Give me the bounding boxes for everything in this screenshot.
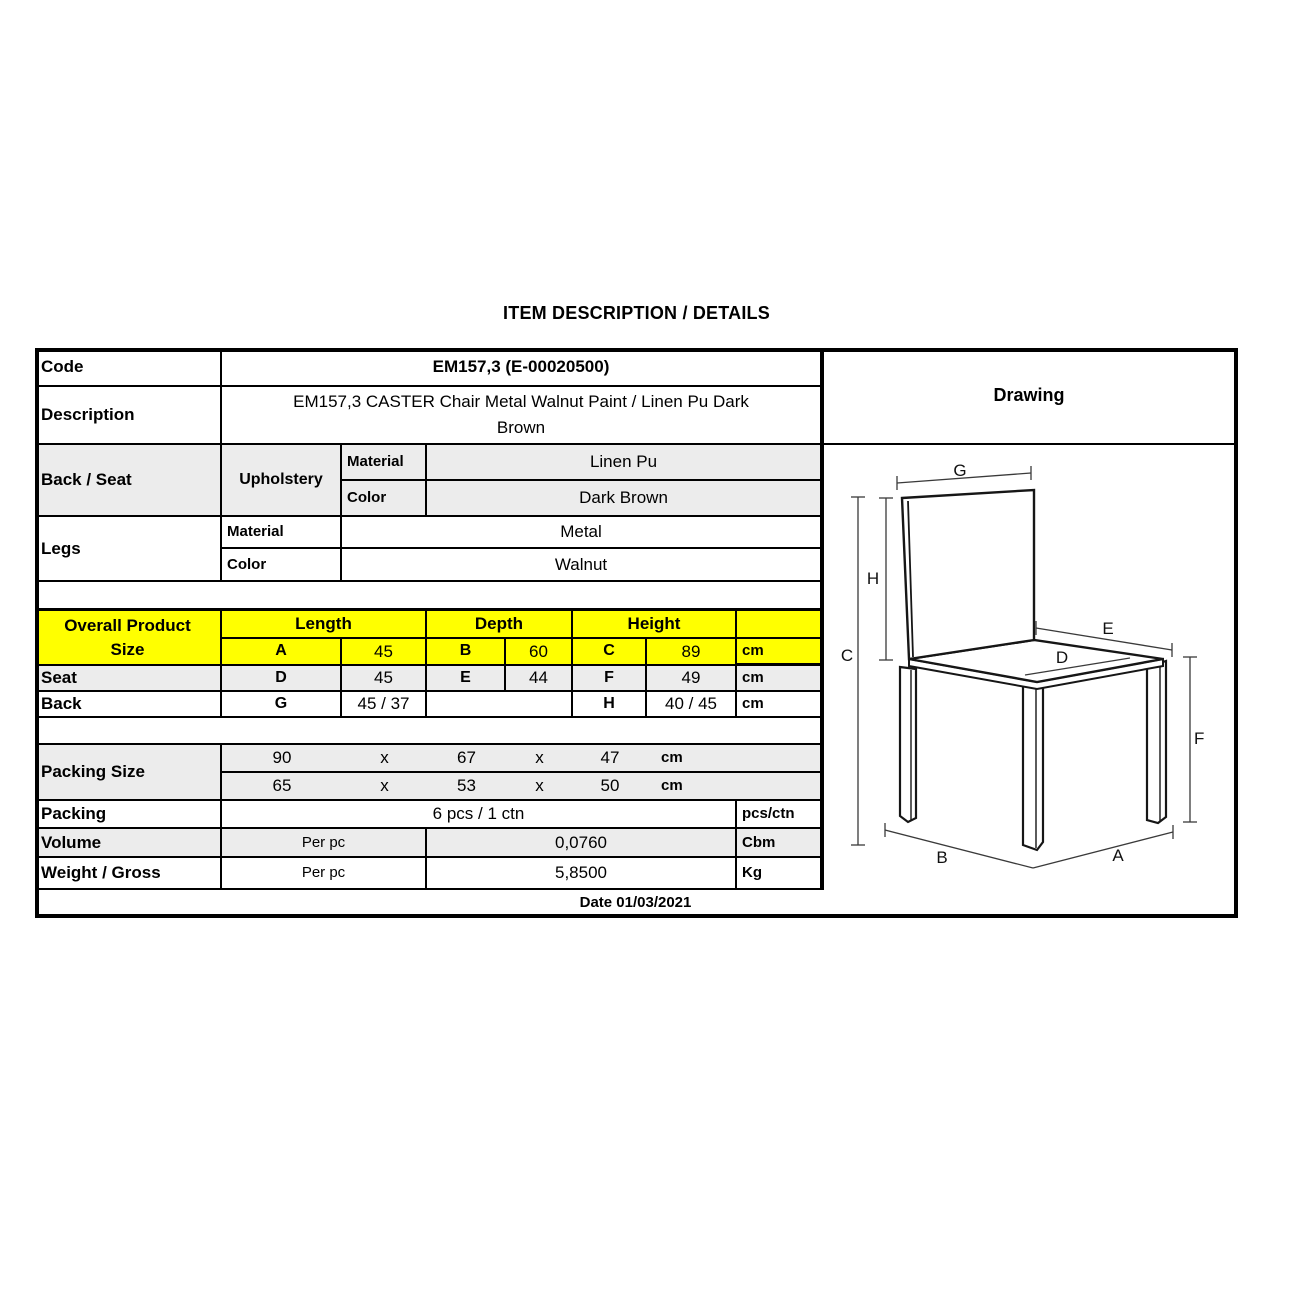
drawing-header: Drawing [822, 348, 1238, 445]
ps1-dim1: 90 [272, 748, 292, 768]
chair-backrest [902, 490, 1034, 659]
packing-value: 6 pcs / 1 ctn [222, 801, 737, 829]
chair-right-leg [1147, 661, 1166, 823]
overall-length-letter: A [222, 639, 342, 666]
overall-height-letter: C [573, 639, 647, 666]
volume-label: Volume [35, 829, 222, 858]
packing-size-label: Packing Size [35, 745, 222, 801]
ps2-dim3: 50 [600, 776, 620, 796]
packing-size-row-1-grid [222, 748, 820, 768]
ps1-dim3: 47 [600, 748, 620, 768]
back-length-letter: G [222, 692, 342, 718]
chair-drawing [822, 445, 1238, 890]
code-value: EM157,3 (E-00020500) [222, 348, 822, 387]
weight-label: Weight / Gross [35, 858, 222, 890]
back-unit: cm [737, 692, 822, 718]
seat-depth-value: 44 [506, 666, 573, 692]
ps2-empty [737, 776, 822, 796]
ps1-unit: cm [661, 749, 683, 767]
volume-value: 0,0760 [427, 829, 737, 858]
ps2-x1: x [380, 776, 389, 796]
description-value [222, 387, 822, 445]
table-divider [820, 348, 824, 890]
overall-unit: cm [737, 639, 822, 666]
weight-unit: Kg [737, 858, 822, 890]
header-depth: Depth [427, 611, 573, 639]
upholstery-label: Upholstery [222, 445, 342, 517]
back-label: Back [35, 692, 222, 718]
packing-size-row-2-grid [222, 776, 820, 796]
upholstery-color-label: Color [342, 481, 427, 517]
spacer-row-1 [35, 582, 822, 611]
seat-height-value: 49 [647, 666, 737, 692]
overall-size-label-line2: Size [110, 639, 145, 659]
ps1-dim2: 67 [457, 748, 476, 768]
upholstery-material-label: Material [342, 445, 427, 481]
dim-label-a: A [1112, 846, 1124, 865]
back-height-letter: H [573, 692, 647, 718]
overall-depth-letter: B [427, 639, 506, 666]
drawing-area [822, 445, 1238, 890]
seat-length-value: 45 [342, 666, 427, 692]
spacer-row-2 [35, 718, 822, 745]
dim-label-h: H [866, 569, 880, 588]
upholstery-color-value: Dark Brown [427, 481, 822, 517]
seat-length-letter: D [222, 666, 342, 692]
legs-color-value: Walnut [342, 549, 822, 582]
weight-value: 5,8500 [427, 858, 737, 890]
description-text: EM157,3 CASTER Chair Metal Walnut Paint / Linen Pu Dark Brown [293, 392, 749, 437]
legs-material-value: Metal [342, 517, 822, 549]
header-unit-empty [737, 611, 822, 639]
code-label: Code [35, 348, 222, 387]
legs-material-label: Material [222, 517, 342, 549]
back-height-value: 40 / 45 [647, 692, 737, 718]
seat-label: Seat [35, 666, 222, 692]
ps1-x2: x [535, 748, 544, 768]
chair-left-leg [900, 667, 916, 822]
volume-unit: Cbm [737, 829, 822, 858]
dim-label-f: F [1194, 729, 1205, 748]
packing-size-row-1 [222, 745, 822, 773]
dim-label-e: E [1102, 619, 1114, 638]
date-row: Date 01/03/2021 [35, 890, 1238, 918]
weight-basis: Per pc [222, 858, 427, 890]
legs-color-label: Color [222, 549, 342, 582]
overall-size-label [35, 611, 222, 666]
dim-label-b: B [936, 848, 948, 867]
packing-unit: pcs/ctn [737, 801, 822, 829]
volume-basis: Per pc [222, 829, 427, 858]
back-length-value: 45 / 37 [342, 692, 427, 718]
description-label: Description [35, 387, 222, 445]
overall-size-label-line1: Overall Product [64, 615, 191, 635]
dim-label-c: C [840, 646, 854, 665]
overall-length-value: 45 [342, 639, 427, 666]
packing-size-row-2 [222, 773, 822, 801]
page-title: ITEM DESCRIPTION / DETAILS [503, 303, 770, 323]
ps1-x1: x [380, 748, 389, 768]
overall-height-value: 89 [647, 639, 737, 666]
upholstery-material-value: Linen Pu [427, 445, 822, 481]
header-height: Height [573, 611, 737, 639]
ps1-empty [737, 748, 822, 768]
legs-label: Legs [35, 517, 222, 582]
ps2-unit: cm [661, 777, 683, 795]
dim-label-g: G [953, 461, 967, 480]
dim-label-d: D [1055, 648, 1069, 667]
overall-depth-value: 60 [506, 639, 573, 666]
ps2-dim2: 53 [457, 776, 476, 796]
back-depth-empty [427, 692, 573, 718]
back-seat-label: Back / Seat [35, 445, 222, 517]
seat-depth-letter: E [427, 666, 506, 692]
seat-height-letter: F [573, 666, 647, 692]
packing-label: Packing [35, 801, 222, 829]
ps2-dim1: 65 [272, 776, 292, 796]
header-length: Length [222, 611, 427, 639]
chair-front-leg [1023, 674, 1043, 850]
ps2-x2: x [535, 776, 544, 796]
seat-unit: cm [737, 666, 822, 692]
